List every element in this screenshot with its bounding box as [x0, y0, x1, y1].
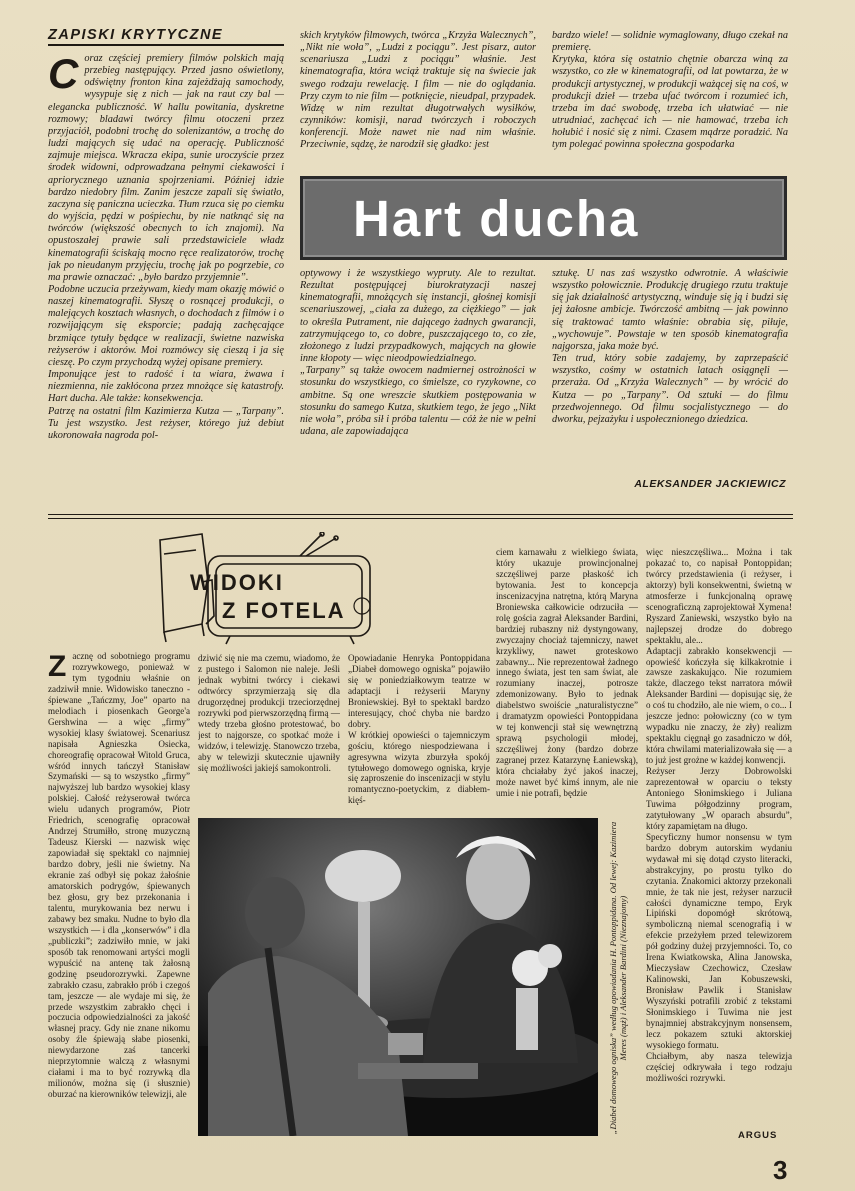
photo-caption-text: „Diabeł domowego ogniska” według opowiadania H. Pontoppidana. Od lewej: Kazimiera Meres (mąż) i Aleksander Bardini (Nieznajomy) [608, 821, 628, 1134]
section-divider [48, 514, 793, 515]
book-icon [358, 1063, 478, 1079]
page-number: 3 [773, 1155, 788, 1185]
article1-column-1 [48, 53, 284, 505]
article1-column-2-top: skich krytyków filmowych, twórca „Krzyża Walecznych”, „Nikt nie woła”, „Ludzi z pociągu”. Jest pisarz, autor scenariusza „Ludzi z pociągu” właśnie. Jest kinematografia, która wciąż traktuje się na świecie jak swego rodzaju rewelację. I film — nie do oglądania. Przy czym to nie film — potknięcie, nieudpal, przypadek. Widzę w nim rezultat długotrwałych wysiłków, czynników: komisji, narad twórczych i roboczych konferencji. Może nawet nie nad nim właśnie. Przeciwnie, sądzę, że narodził się gładko: jest [300, 30, 536, 151]
article2-author: ARGUS [738, 1130, 778, 1141]
article1-column-1-text: oraz częściej premiery filmów polskich mają przebieg następujący. Przed jasno oświetlony, odświętny fronton kina zajeżdżają samochody, wysypuje się z nich — jak na raut czy bal — elegancka publiczność. W hallu powitania, dyskretne rozmowy; bladawi twórcy filmu otoczeni przez przyjaciół, podobni trochę do solenizantów, a trochę do ludzi mających się udać na operację. Publiczność zajmuje miejsca. Wkracza ekipa, sunie uroczyście przez środek widowni, odprowadzana pełnymi ciekawości i apriorycznego uznania spojrzeniami. Później idzie bardzo niedobry film. Zanim jeszcze zapali się światło, zaczyna się paniczna ucieczka. Tłum rzuca się po ciemku do wyjścia, pędzi w pośpiechu, by nie natknąć się na twórców (większość obecnych to ich znajomi). Na opustoszałej prawie sali przedstawiciele władz kinematografii ściskają mocno ręce realizatorów, trochę jak po nieudanym przyjęciu, trochę jak po pogrzebie, co ma prawie oznaczać: „było bardzo przyjemnie”. Podobne uczucia przeżywam, kiedy mam okazję mówić o naszej kinematografii. Słyszę o rosnącej produkcji, o malejących kosztach własnych, o dochodach z filmów i o rozwijającym się eksporcie; padają zachęcające brzmiące tytuły będące w realizacji, świetne nazwiska reżyserów i aktorów. Moi rozmówcy się cieszą i ja się cieszę. Po czym przychodzą wyżej opisane premiery. Imponujące jest to radość i ta wiara, żwawa i niezmienna, nie zakłócona przez mnożące się katastrofy. Hart ducha. Ale także: konsekwencja. Patrzę na ostatni film Kazimierza Kutza — „Tarpany”. Tu jest wszystko. Jest reżyser, którego już debiut ukoronowała nagroda pol- [48, 53, 284, 441]
section-divider-2 [48, 518, 793, 519]
actor-left-head [245, 877, 305, 949]
article2-column-2: dziwić się nie ma czemu, wiadomo, że z pustego i Salomon nie naleje. Jeśli jednak wybitni twórcy i ciekawi odtwórcy sprzymierzają się dla drugorzędnej produkcji trzeciorzędnej rozrywki pod pierwszorzędną firmą — wtedy trzeba głośno protestować, bo jest to najgorsze, co spotkać może i widzów, i telewizję. Stanowczo trzeba, aby w telewizji skutecznie ujawniły się możliwości jakiejś samokontroli. [198, 653, 340, 773]
article1-title: Hart ducha [353, 190, 640, 247]
oil-lamp-icon [325, 850, 401, 902]
article1-column-3-top: bardzo wiele! — solidnie wymaglowany, długo czekał na premierę. Krytyka, która się ostatnio chętnie obarcza winą za wszystko, co złe w kinematografii, od lat powtarza, że w produkcji artystycznej, w produkcji ważącej się na coś, w produkcji dzieł — trzeba ufać twórcom i rozumieć ich, trzeba im dać swobodę, trzeba ich ułatwiać — nie utrudniać, zachęcać ich — nie hamować, trzeba ich hołubić i nosić się z nimi. Czasem mądrze poradzić. Na tym polegać powinna społeczna gospodarka [552, 30, 788, 151]
article2-column-1 [48, 651, 190, 1137]
actor-right-head [466, 840, 530, 920]
article1-column-3-bottom: sztukę. U nas zaś wszystko odwrotnie. A właściwie wszystko połowicznie. Produkcję drugiego rzutu traktuje się jak działalność artystyczną, winduje się ją i budzi się jej żałosne ambicje. Twórczość ambitną — jak powinno się traktować tamto właśnie: obrabia się, piłuje, „wychowuje”. Powstaje w ten sposób kinematografia najgorsza, jaka może być. Ten trud, który sobie zadajemy, by zaprzepaścić wszystko, cośmy w ostatnich latach osiągnęli — przeraża. Od „Krzyża Walecznych” — by wrócić do Kutza — po „Tarpany”. Od sztuki — do filmu przedwojennego. Od filmu socjalistycznego — do dworku, pejzażyku i uspołecznionego dziedzica. [552, 268, 788, 425]
article1-title-banner [300, 176, 787, 260]
section-title-rule [48, 44, 284, 46]
article2-column-3: Opowiadanie Henryka Pontoppidana „Diabeł domowego ogniska” pojawiło się w poniedziałkowym teatrze w adaptacji i reżyserii Maryny Broniewskiej. Był to spektakl bardzo interesujący, choć chyba nie bardzo dobry. W krótkiej opowieści o tajemniczym gościu, którego niespodziewana i agresywna wizyta zburzyła spokój tytułowego domowego ogniska, kryje się zaproszenie do inscenizacji w stylu romantyczno-poetyckim, z diabłem-kięś- [348, 653, 490, 806]
tv-icon [208, 556, 370, 636]
section-title: ZAPISKI KRYTYCZNE [48, 27, 224, 43]
article1-author: ALEKSANDER JACKIEWICZ [634, 478, 786, 490]
article1-dropcap: C [48, 53, 79, 97]
tv-play-photo [198, 818, 598, 1136]
photo-caption [600, 818, 630, 1134]
article2-column-5: więc nieszczęśliwa... Można i tak pokazać to, co napisał Pontoppidan; twórcy przedstawienia (i reżyser, i aktorzy) byli konsekwentni, świetną w atmosferze i funkcjonalną oprawę scenograficzną zaprojektował Xymena! Ryszard Zaniewski, wszystko było na najlepszej drodze do dobrego spektaklu, ale... Adaptacji zabrakło konsekwencji — opowieść kończyła się kilkakrotnie i zawsze zaskakująco. Nie rozumiem także, dlaczego tekst narratora mówił Aleksander Bardini — dopisując się, że o coś tu chodziło, ale nie wiem, o co... I jeszcze jedno: połowiczny (co w tym wypadku nie znaczy, że zły) realizm spektaklu cięgnął go zasadniczo w dół, która chwilami materializowała się — a to już jest grożne w każdej konwencji. Reżyser Jerzy Dobrowolski zaprezentował w oparciu o teksty Antoniego Słonimskiego i Juliana Tuwima półgodzinny program, zatytułowany „W oparach absurdu”, który zapamiętam na długo. Specyficzny humor nonsensu w tym bardzo dobrym autorskim wydaniu wydawał mi się dotąd czysto literacki, abstrakcyjny, po prostu tylko do czytania. Znakomici aktorzy przekonali mnie, że tak nie jest, reżyser narzucił całości dynamiczne tempo, Eryk Lipiński dopomógł skrótową, symboliczną niemal scenografią i w efekcie przeżyłem przed telewizorem pół godziny dużej przyjemności. To, co Irena Kwiatkowska, Alina Janowska, Mieczysław Czechowicz, Czesław Kalinowski, Jan Kobuszewski, Bronisław Pawlik i Stanisław Wyszyński potrafili zrobić z tekstami Słonimskiego i Tuwima nie jest bynajmniej abstrakcyjnym nonsensem, lecz pokazem sztuki aktorskiej wysokiego formatu. Chciałbym, aby nasza telewizja częściej odkrywała i tego rodzaju możliwości rozrywki. [646, 547, 792, 1083]
article2-column-1-text: acznę od sobotniego programu rozrywkowego, ponieważ w tym tygodniu właśnie on zadziwił mnie. Widowisko taneczno - śpiewane „Tańczmy, Joe” oparto na melodiach i piosenkach George'a Gershwina — a więc „firmy” wysokiej klasy światowej. Scenariusz napisała Agnieszka Osiecka, choreografię opracował Witold Gruca, wśród innych tańczył Stanisław Szymański — są to wszystko „firmy” najwyższej lub bardzo wysokiej klasy polskiej. Całość reżyserował twórca wielu udanych programów, Piotr Friedrich, scenografię opracował Andrzej Strumiłło, stronę muzyczną Tadeusz Kierski — nazwisk więc zapowiadał się spektakl co najmniej bardzo dobry, jeśli nie świetny. Na ekranie zaś odbył się pokaz żałośnie amatorskich podrygów, śpiewanych bez głosu, gry bez przekonania i talentu, murykowania bez nerwu i zabawy bez smaku. Nudne to było dla wszystkich — i dla „konserwów” i dla „publiczki”; zadziwiło mnie, w jaki sposób tak renomowani artyści mogli wypuścić na antenę tak żałosną godzinę pseudorozrywki. Zapewne zabrakło czasu, zabrakło prób i czegoś tam, jeszcze — ale wydaje mi się, że przede wszystkim zabrakło chęci i poczucia odpowiedzialności za jakość własnej pracy. Gdy nie znane nikomu osoby źle śpiewają słabe piosenki, niewydarzone zaś tancerki nieprzytomnie walczą z własnymi ciałami i ma to być rozrywką dla milionów, można się (i słusznie) oburzać na kierowników telewizji, ale [48, 651, 190, 1100]
article2-column-4: ciem karnawału z wielkiego świata, który ukazuje prowincjonalnej szczęśliwej parze płaskość ich bytowania. Jest to koncepcja inscenizacyjna natrętna, którą Maryna Broniewska całkowicie odrzuciła — rolę gościa zagrał Aleksander Bardini, bardziej rubaszny niż dystyngowany, zwyczajny chociaż tajemniczy, nawet krzykliwy, nawet groteskowo zabawny... Nie reprezentował żadnego innego świata, jest ten sam świat, ale rozumiany inaczej, potrosze zdemonizowany. Było to jednak diabelstwo swoiście „naturalistyczne” i dramatyzm opowieści Pontoppidana w tej konwencji stał się wewnętrzną sprawą psychologii młodej, szczęśliwej żony (bardzo dobrze zagranej przez Katarzynę Łaniewską), która chciałaby żyć jakoś inaczej, może nawet być kimś innym, ale nie umie i nie potrafi, będzie [496, 547, 638, 798]
logo-line-2: Z FOTELA [222, 598, 346, 623]
article2-dropcap: Z [48, 651, 67, 683]
logo-line-1: WIDOKI [190, 570, 284, 595]
article1-column-2-bottom: optywowy i że wszystkiego wypruty. Ale to rezultat. Rezultat postępującej biurokratyzacji naszej kinematografii, mnożących się instancji, głośnej komisji scenariuszowej, „ciała za dużego, za ciężkiego” — jak to określa Putrament, nie dającego żadnych gwarancji, zatrzymującego to, co dobre, puszczającego to, co złe, złożonego z ludzi przypadkowych, mających na głowie inne kłopoty — więc nieodpowiedzialnego. „Tarpany” są także owocem nadmiernej ostrożności w stosunku do wszystkiego, co śmielsze, co ryzykowne, co ambitne. Są one wreszcie skutkiem postępowania w stosunku do samego Kutza, skutkiem tego, że jego „Nikt nie woła”, próba sił i próba talentu — cóż że nie w pełni udana, ale zapowiadająca [300, 268, 536, 438]
